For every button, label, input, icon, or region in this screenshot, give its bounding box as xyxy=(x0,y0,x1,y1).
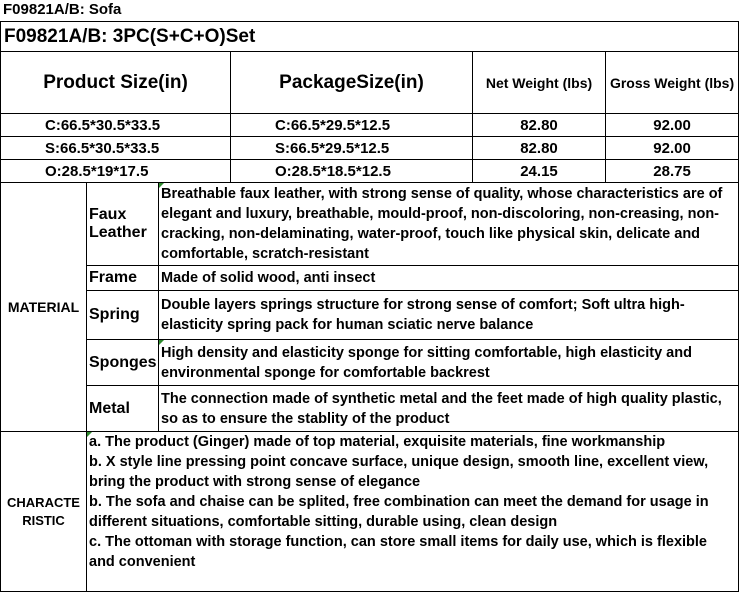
product-size-cell: O:28.5*19*17.5 xyxy=(1,160,231,183)
gross-weight-cell: 92.00 xyxy=(606,137,739,160)
material-desc-faux-leather: Breathable faux leather, with strong sense of quality, whose characteristics are of elegant and luxury, breathable, mould-proof, non-discoloring, non-creasing, non-cracking, non-delaminating, water-proof, touch like physical skin, delicate and comfortable, scratch-resistant xyxy=(159,183,739,266)
characteristic-line: c. The ottoman with storage function, can store small items for daily use, which is flexible and convenient xyxy=(89,534,707,570)
sheet-header: F09821A/B: Sofa xyxy=(3,1,122,18)
net-weight-header: Net Weight (lbs) xyxy=(473,52,606,114)
material-label: MATERIAL xyxy=(1,183,87,432)
material-desc-metal: The connection made of synthetic metal and the feet made of high quality plastic, so as to ensure the stablity of the product xyxy=(159,386,739,432)
material-desc-spring: Double layers springs structure for strong sense of comfort; Soft ultra high-elasticity spring pack for human sciatic nerve balance xyxy=(159,291,739,340)
size-row xyxy=(1,114,739,137)
product-size-cell: S:66.5*30.5*33.5 xyxy=(1,137,231,160)
size-row xyxy=(1,160,739,183)
package-size-cell: O:28.5*18.5*12.5 xyxy=(231,160,473,183)
characteristic-line: a. The product (Ginger) made of top material, exquisite materials, fine workmanship xyxy=(89,434,666,450)
material-name-spring: Spring xyxy=(87,291,159,340)
material-desc-sponges: High density and elasticity sponge for sitting comfortable, high elasticity and environmental sponge for comfortable backrest xyxy=(159,340,739,386)
material-desc-frame: Made of solid wood, anti insect xyxy=(159,266,739,291)
gross-weight-cell: 28.75 xyxy=(606,160,739,183)
net-weight-cell: 82.80 xyxy=(473,114,606,137)
package-size-cell: S:66.5*29.5*12.5 xyxy=(231,137,473,160)
characteristic-line: b. X style line pressing point concave surface, unique design, smooth line, excellent view, bring the product with strong sense of elegance xyxy=(89,454,709,490)
characteristic-line: b. The sofa and chaise can be splited, free combination can meet the demand for usage in different situations, comfortable sitting, durable using, clean design xyxy=(89,494,709,530)
material-name-frame: Frame xyxy=(87,266,159,291)
material-name-metal: Metal xyxy=(87,386,159,432)
material-name-sponges: Sponges xyxy=(87,340,159,386)
net-weight-cell: 24.15 xyxy=(473,160,606,183)
package-size-cell: C:66.5*29.5*12.5 xyxy=(231,114,473,137)
product-title: F09821A/B: 3PC(S+C+O)Set xyxy=(1,22,739,52)
gross-weight-header: Gross Weight (lbs) xyxy=(606,52,739,114)
product-size-cell: C:66.5*30.5*33.5 xyxy=(1,114,231,137)
net-weight-cell: 82.80 xyxy=(473,137,606,160)
material-name-faux-leather: Faux Leather xyxy=(87,183,159,266)
size-row xyxy=(1,137,739,160)
spec-table xyxy=(0,21,739,592)
characteristic-label: CHARACTERISTIC xyxy=(1,432,87,592)
characteristic-text xyxy=(87,432,739,592)
product-size-header: Product Size(in) xyxy=(1,52,231,114)
package-size-header: PackageSize(in) xyxy=(231,52,473,114)
gross-weight-cell: 92.00 xyxy=(606,114,739,137)
